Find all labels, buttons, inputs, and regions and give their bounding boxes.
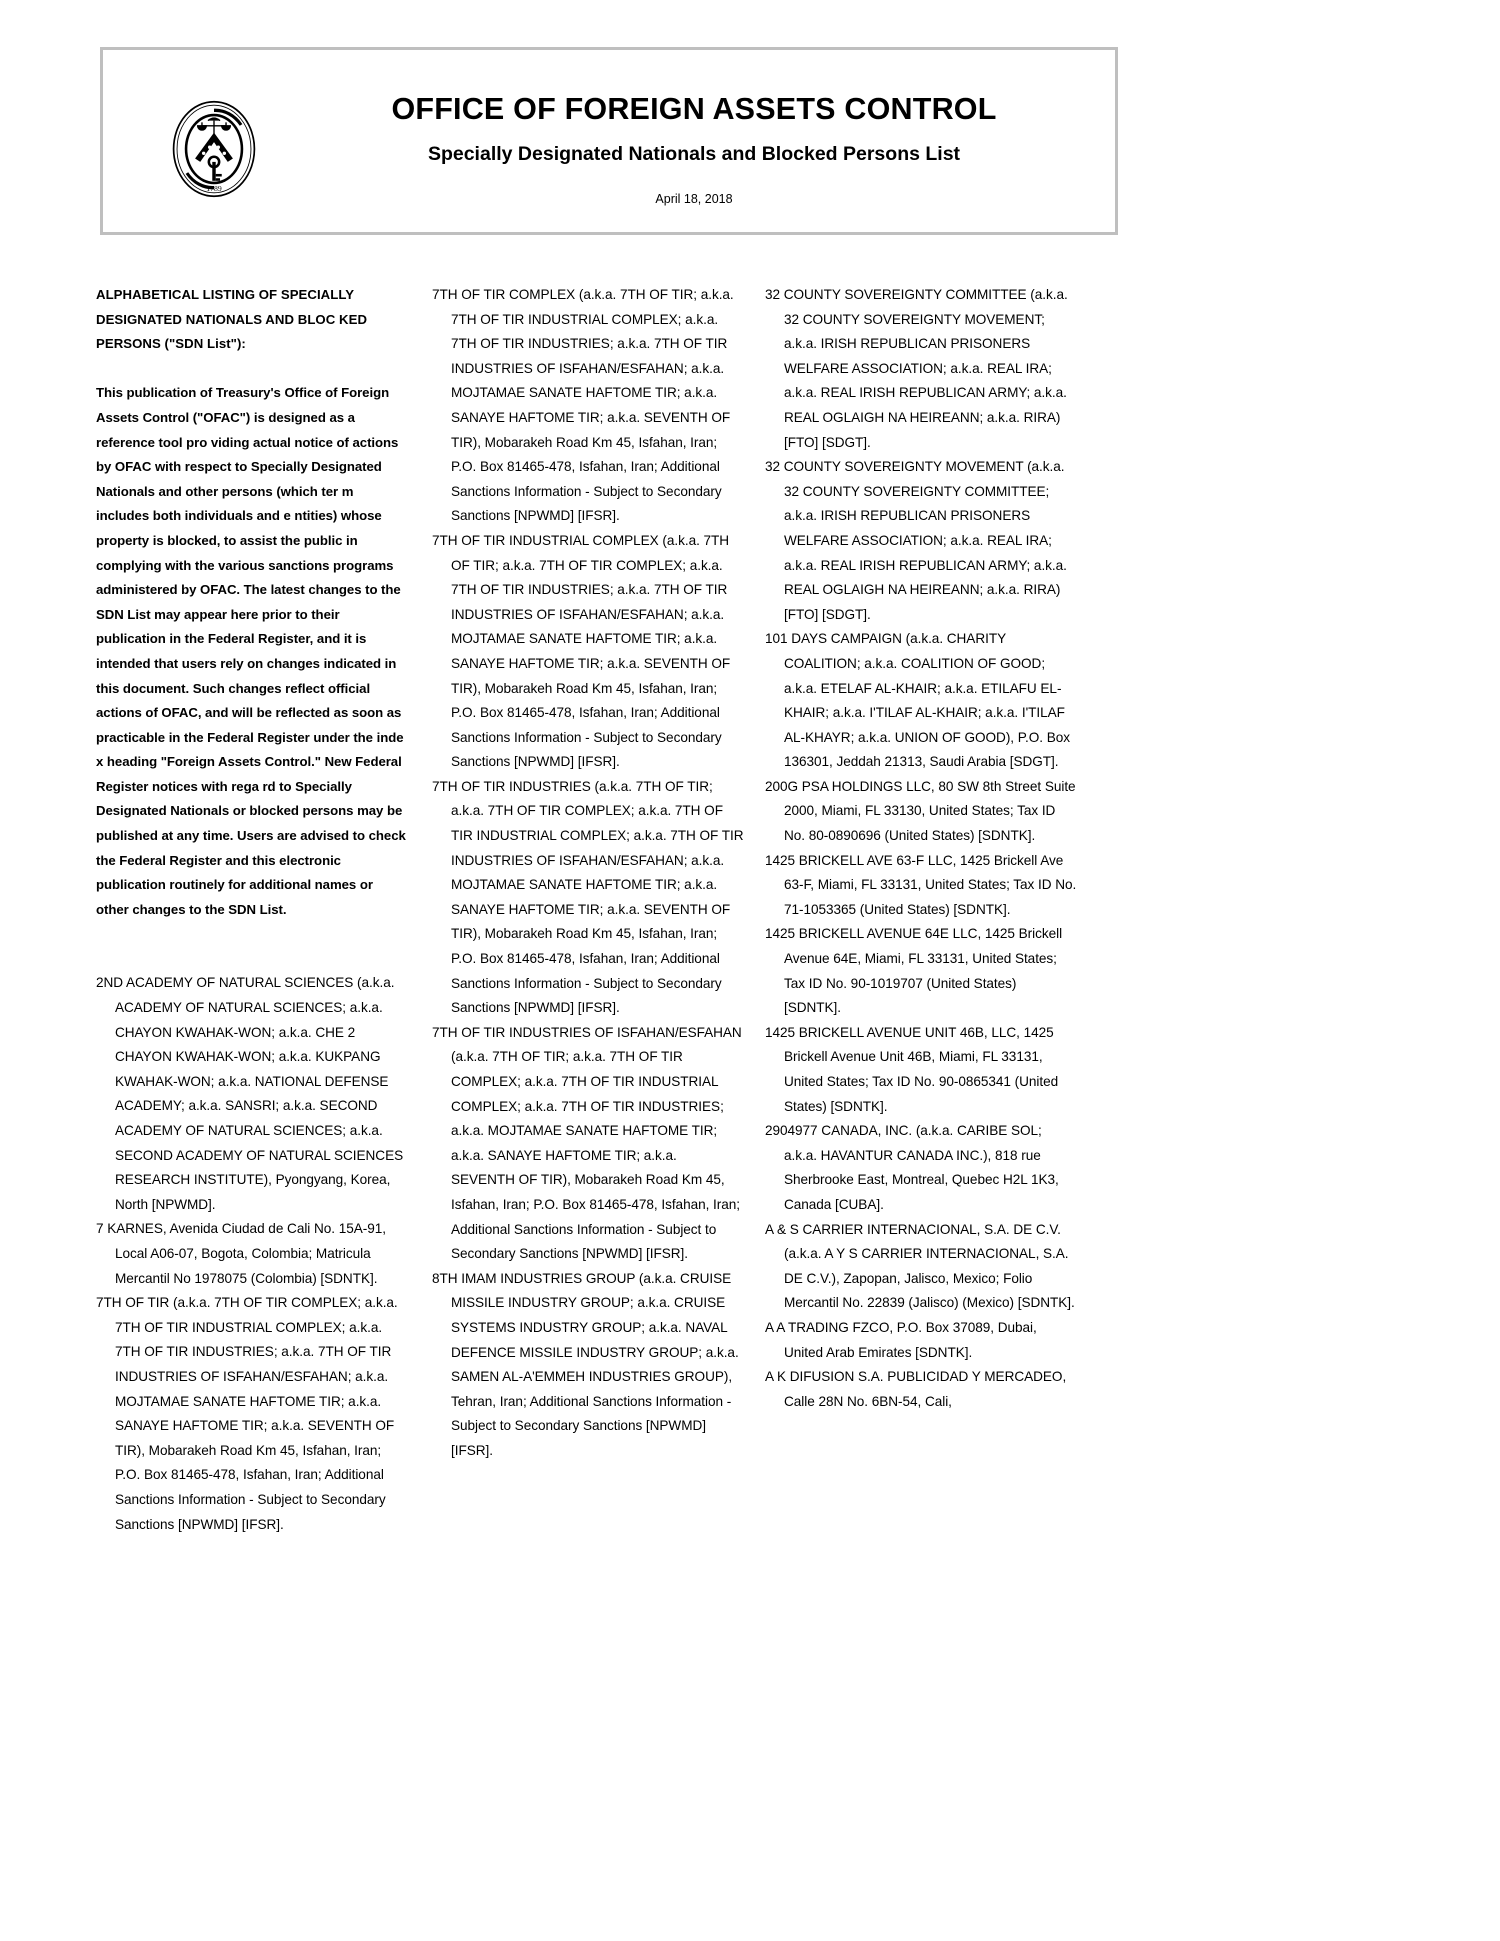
list-item: 7TH OF TIR INDUSTRIAL COMPLEX (a.k.a. 7TH OF TIR; a.k.a. 7TH OF TIR COMPLEX; a.k.a. 7TH OF TIR INDUSTRIES; a.k.a. 7TH OF TIR INDUSTRIES OF ISFAHAN/ESFAHAN; a.k.a. MOJTAMAE SANATE HAFTOME TIR; a.k.a. SANAYE HAFTOME TIR; a.k.a. SEVENTH OF TIR), Mobarakeh Road Km 45, Isfahan, Iran; P.O. Box 81465-478, Isfahan, Iran; Additional Sanctions Information - Subject to Secondary Sanctions [NPWMD] [IFSR]. bbox=[432, 532, 731, 770]
list-item: 101 DAYS CAMPAIGN (a.k.a. CHARITY COALITION; a.k.a. COALITION OF GOOD; a.k.a. ETELAF AL-KHAIR; a.k.a. ETILAFU EL-KHAIR; a.k.a. I'TILAF AL-KHAIR; a.k.a. I'TILAF AL-KHAYR; a.k.a. UNION OF GOOD), P.O. Box 136301, Jeddah 21313, Saudi Arabia [SDGT]. bbox=[765, 631, 1070, 770]
page-title: OFFICE OF FOREIGN ASSETS CONTROL bbox=[391, 92, 997, 126]
list-item: 7TH OF TIR INDUSTRIES (a.k.a. 7TH OF TIR; a.k.a. 7TH OF TIR COMPLEX; a.k.a. 7TH OF TIR INDUSTRIAL COMPLEX; a.k.a. 7TH OF TIR INDUSTRIES OF ISFAHAN/ESFAHAN; a.k.a. MOJTAMAE SANATE HAFTOME TIR; a.k.a. SANAYE HAFTOME TIR; a.k.a. SEVENTH OF TIR), Mobarakeh Road Km 45, Isfahan, Iran; P.O. Box 81465-478, Isfahan, Iran; Additional Sanctions Information - Subject to Secondary Sanctions [NPWMD] [IFSR]. bbox=[432, 778, 744, 1016]
list-item: 200G PSA HOLDINGS LLC, 80 SW 8th Street Suite 2000, Miami, FL 33130, United States; Tax ID No. 80-0890696 (United States) [SDNTK]. bbox=[765, 778, 1076, 844]
list-item: 32 COUNTY SOVEREIGNTY COMMITTEE (a.k.a. 32 COUNTY SOVEREIGNTY MOVEMENT; a.k.a. IRISH REPUBLICAN PRISONERS WELFARE ASSOCIATION; a.k.a. REAL IRA; a.k.a. REAL IRISH REPUBLICAN ARMY; a.k.a. REAL OGLAIGH NA HEIREANN; a.k.a. RIRA) [FTO] [SDGT]. bbox=[765, 287, 1068, 450]
seal-year-label: 1789 bbox=[206, 184, 222, 194]
column-2 bbox=[432, 283, 744, 1464]
column-3 bbox=[765, 283, 1077, 1414]
list-item: 8TH IMAM INDUSTRIES GROUP (a.k.a. CRUISE MISSILE INDUSTRY GROUP; a.k.a. CRUISE SYSTEMS INDUSTRY GROUP; a.k.a. NAVAL DEFENCE MISSILE INDUSTRY GROUP; a.k.a. SAMEN AL-A'EMMEH INDUSTRIES GROUP), Tehran, Iran; Additional Sanctions Information - Subject to Secondary Sanctions [NPWMD] [IFSR]. bbox=[432, 1270, 739, 1458]
page-subtitle: Specially Designated Nationals and Blocked Persons List bbox=[427, 143, 961, 166]
list-item: 2ND ACADEMY OF NATURAL SCIENCES (a.k.a. ACADEMY OF NATURAL SCIENCES; a.k.a. CHAYON KWAHAK-WON; a.k.a. CHE 2 CHAYON KWAHAK-WON; a.k.a. KUKPANG KWAHAK-WON; a.k.a. NATIONAL DEFENSE ACADEMY; a.k.a. SANSRI; a.k.a. SECOND ACADEMY OF NATURAL SCIENCES; a.k.a. SECOND ACADEMY OF NATURAL SCIENCES RESEARCH INSTITUTE), Pyongyang, Korea, North [NPWMD]. bbox=[96, 975, 404, 1212]
list-item: A & S CARRIER INTERNACIONAL, S.A. DE C.V. (a.k.a. A Y S CARRIER INTERNACIONAL, S.A. DE C.V.), Zapopan, Jalisco, Mexico; Folio Mercantil No. 22839 (Jalisco) (Mexico) [SDNTK]. bbox=[765, 1221, 1075, 1311]
header-text-block bbox=[313, 92, 1075, 207]
list-item: 1425 BRICKELL AVENUE UNIT 46B, LLC, 1425 Brickell Avenue Unit 46B, Miami, FL 33131, United States; Tax ID No. 90-0865341 (United States) [SDNTK]. bbox=[765, 1024, 1059, 1114]
list-item: 1425 BRICKELL AVENUE 64E LLC, 1425 Brickell Avenue 64E, Miami, FL 33131, United States; Tax ID No. 90-1019707 (United States) [SDNTK]. bbox=[765, 926, 1063, 1016]
list-item: 7 KARNES, Avenida Ciudad de Cali No. 15A-91, Local A06-07, Bogota, Colombia; Matricula Mercantil No 1978075 (Colombia) [SDNTK]. bbox=[96, 1221, 386, 1286]
list-item: 32 COUNTY SOVEREIGNTY MOVEMENT (a.k.a. 32 COUNTY SOVEREIGNTY COMMITTEE; a.k.a. IRISH REPUBLICAN PRISONERS WELFARE ASSOCIATION; a.k.a. REAL IRA; a.k.a. REAL IRISH REPUBLICAN ARMY; a.k.a. REAL OGLAIGH NA HEIREANN; a.k.a. RIRA) [FTO] [SDGT]. bbox=[765, 459, 1067, 622]
document-header-banner bbox=[100, 47, 1118, 235]
publication-date: April 18, 2018 bbox=[655, 192, 733, 207]
list-item: 7TH OF TIR (a.k.a. 7TH OF TIR COMPLEX; a.k.a. 7TH OF TIR INDUSTRIAL COMPLEX; a.k.a. 7TH OF TIR INDUSTRIES; a.k.a. 7TH OF TIR INDUSTRIES OF ISFAHAN/ESFAHAN; a.k.a. MOJTAMAE SANATE HAFTOME TIR; a.k.a. SANAYE HAFTOME TIR; a.k.a. SEVENTH OF TIR), Mobarakeh Road Km 45, Isfahan, Iran; P.O. Box 81465-478, Isfahan, Iran; Additional Sanctions Information - Subject to Secondary Sanctions [NPWMD] [IFSR]. bbox=[96, 1295, 398, 1532]
list-item: 2904977 CANADA, INC. (a.k.a. CARIBE SOL; a.k.a. HAVANTUR CANADA INC.), 818 rue Sherbrooke East, Montreal, Quebec H2L 1K3, Canada [CUBA]. bbox=[765, 1123, 1059, 1212]
list-item: 7TH OF TIR INDUSTRIES OF ISFAHAN/ESFAHAN (a.k.a. 7TH OF TIR; a.k.a. 7TH OF TIR COMPLEX; a.k.a. 7TH OF TIR INDUSTRIAL COMPLEX; a.k.a. 7TH OF TIR INDUSTRIES; a.k.a. MOJTAMAE SANATE HAFTOME TIR; a.k.a. SANAYE HAFTOME TIR; a.k.a. SEVENTH OF TIR), Mobarakeh Road Km 45, Isfahan, Iran; P.O. Box 81465-478, Isfahan, Iran; Additional Sanctions Information - Subject to Secondary Sanctions [NPWMD] [IFSR]. bbox=[432, 1024, 742, 1262]
column-1-spacer bbox=[96, 922, 408, 971]
treasury-seal-icon bbox=[171, 100, 257, 198]
list-item: 7TH OF TIR COMPLEX (a.k.a. 7TH OF TIR; a.k.a. 7TH OF TIR INDUSTRIAL COMPLEX; a.k.a. 7TH OF TIR INDUSTRIES; a.k.a. 7TH OF TIR INDUSTRIES OF ISFAHAN/ESFAHAN; a.k.a. MOJTAMAE SANATE HAFTOME TIR; a.k.a. SANAYE HAFTOME TIR; a.k.a. SEVENTH OF TIR), Mobarakeh Road Km 45, Isfahan, Iran; P.O. Box 81465-478, Isfahan, Iran; Additional Sanctions Information - Subject to Secondary Sanctions [NPWMD] [IFSR]. bbox=[432, 287, 734, 524]
column-1 bbox=[96, 283, 408, 1537]
sdn-list-heading: ALPHABETICAL LISTING OF SPECIALLY DESIGNATED NATIONALS AND BLOC KED PERSONS ("SDN List"): bbox=[96, 287, 368, 352]
list-item: A K DIFUSION S.A. PUBLICIDAD Y MERCADEO, Calle 28N No. 6BN-54, Cali, bbox=[765, 1369, 1067, 1409]
list-item: A A TRADING FZCO, P.O. Box 37089, Dubai, United Arab Emirates [SDNTK]. bbox=[765, 1319, 1037, 1360]
list-item: 1425 BRICKELL AVE 63-F LLC, 1425 Brickell Ave 63-F, Miami, FL 33131, United States; Tax ID No. 71-1053365 (United States) [SDNTK]. bbox=[765, 852, 1077, 917]
sdn-list-intro-paragraph: This publication of Treasury's Office of Foreign Assets Control ("OFAC") is designed as a reference tool pro viding actual notice of actions by OFAC with respect to Specially Designated Nationals and other persons (which ter m includes both individuals and e ntities) whose property is blocked, to assist the public in complying with the various sanctions programs administered by OFAC. The latest changes to the SDN List may appear here prior to their publication in the Federal Register, and it is intended that users rely on changes indicated in this document. Such changes reflect official actions of OFAC, and will be reflected as soon as practicable in the Federal Register under the inde x heading "Foreign Assets Control." New Federal Register notices with rega rd to Specially Designated Nationals or blocked persons may be published at any time. Users are advised to check the Federal Register and this electronic publication routinely for additional names or other changes to the SDN List. bbox=[96, 385, 406, 917]
